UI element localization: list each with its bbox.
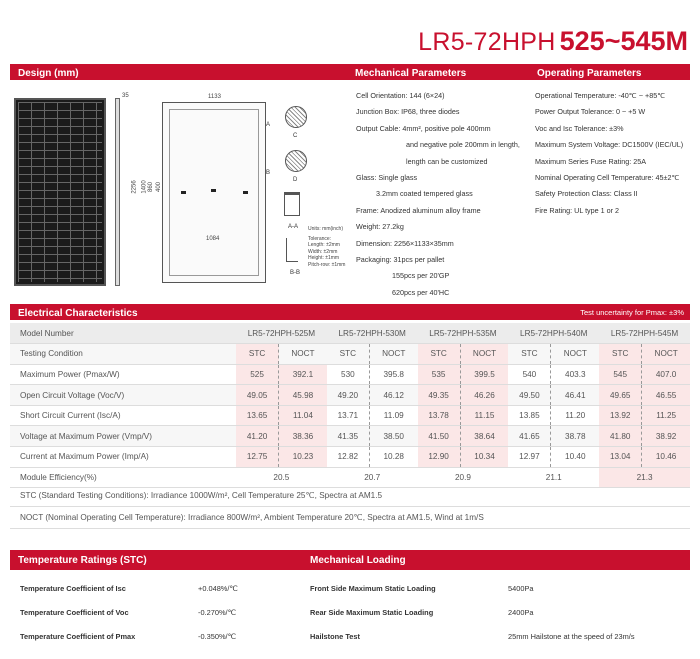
stc-value-cell: 530: [327, 364, 370, 385]
mech-line: and negative pole 200mm in length,: [406, 140, 520, 150]
mech-line: Frame: Anodized aluminum alloy frame: [356, 205, 481, 215]
noct-value-cell: 46.12: [369, 385, 417, 406]
mech-line: Weight: 27.2kg: [356, 222, 404, 232]
noct-value-cell: 46.55: [642, 385, 690, 406]
ratings-header-bar: [10, 550, 690, 570]
dim-thickness: 35: [122, 93, 129, 99]
mech-line: 620pcs per 40'HC: [392, 287, 450, 297]
tolerance-legend: [308, 226, 345, 268]
hailstone-value: 25mm Hailstone at the speed of 23m/s: [508, 632, 635, 641]
design-header: Design (mm): [18, 68, 79, 79]
table-row: [10, 344, 690, 365]
stc-cell: STC: [327, 344, 370, 365]
noct-value-cell: 45.98: [279, 385, 327, 406]
stc-value-cell: 41.50: [418, 426, 461, 447]
op-line: Operational Temperature: -40℃ ~ +85℃: [535, 91, 666, 100]
stc-value-cell: 49.35: [418, 385, 461, 406]
noct-value-cell: 407.0: [642, 364, 690, 385]
detail-c-icon: [285, 106, 307, 128]
label-c: C: [293, 133, 298, 139]
stc-value-cell: 12.75: [236, 447, 279, 468]
tolerance-title: Tolerance:: [308, 235, 332, 242]
stc-value-cell: 49.65: [599, 385, 642, 406]
stc-value-cell: 12.90: [418, 447, 461, 468]
temp-coef-pmax-label: Temperature Coefficient of Pmax: [20, 632, 136, 641]
noct-value-cell: 403.3: [551, 364, 599, 385]
hailstone-label: Hailstone Test: [310, 632, 360, 641]
profile-a-icon: [284, 192, 300, 216]
row-label: Open Circuit Voltage (Voc/V): [10, 385, 236, 406]
op-line: Voc and Isc Tolerance: ±3%: [535, 123, 624, 133]
table-row: [10, 385, 690, 406]
stc-value-cell: 13.78: [418, 405, 461, 426]
noct-cell: NOCT: [642, 344, 690, 365]
dim-1400: 1400: [141, 180, 148, 194]
model-label: Model Number: [10, 323, 236, 344]
table-row: [10, 364, 690, 385]
row-label: Current at Maximum Power (Imp/A): [10, 447, 236, 468]
tolerance-pitch: Pitch-row: ±1mm: [308, 261, 346, 268]
table-row: [10, 405, 690, 426]
noct-value-cell: 392.1: [279, 364, 327, 385]
operating-parameters: [535, 88, 695, 219]
stc-value-cell: 41.20: [236, 426, 279, 447]
table-row: [10, 323, 690, 344]
front-loading-value: 5400Pa: [508, 584, 534, 593]
stc-value-cell: 525: [236, 364, 279, 385]
noct-cell: NOCT: [551, 344, 599, 365]
noct-note: NOCT (Nominal Operating Cell Temperature): Irradiance 800W/m², Ambient Temperature 20℃, Spectra at AM1.5, Wind at 1m/S: [10, 507, 690, 529]
units-text: Units: mm(inch): [308, 226, 344, 232]
front-loading-label: Front Side Maximum Static Loading: [310, 584, 436, 593]
stc-value-cell: 49.05: [236, 385, 279, 406]
dim-400: 400: [156, 181, 163, 193]
noct-value-cell: 395.8: [369, 364, 417, 385]
label-aa: A-A: [288, 224, 299, 230]
temp-coef-isc-label: Temperature Coefficient of Isc: [20, 584, 126, 593]
mech-line: 155pcs per 20'GP: [392, 271, 450, 281]
row-label: Voltage at Maximum Power (Vmp/V): [10, 426, 236, 447]
noct-value-cell: 38.78: [551, 426, 599, 447]
stc-value-cell: 13.92: [599, 405, 642, 426]
mechanical-header: Mechanical Parameters: [355, 68, 467, 79]
noct-value-cell: 399.5: [460, 364, 508, 385]
model-cell: LR5-72HPH-530M: [327, 323, 418, 344]
noct-cell: NOCT: [460, 344, 508, 365]
panel-back-view: [162, 102, 266, 283]
mech-line: Packaging: 31pcs per pallet: [356, 254, 445, 264]
stc-cell: STC: [508, 344, 551, 365]
noct-cell: NOCT: [279, 344, 327, 365]
noct-value-cell: 11.09: [369, 405, 417, 426]
table-row: [10, 447, 690, 468]
model-name: LR5-72HPH: [418, 28, 556, 56]
noct-value-cell: 11.25: [642, 405, 690, 426]
stc-value-cell: 13.65: [236, 405, 279, 426]
noct-value-cell: 10.28: [369, 447, 417, 468]
efficiency-cell: 20.7: [327, 467, 418, 488]
efficiency-cell: 21.3: [599, 467, 690, 488]
noct-value-cell: 11.20: [551, 405, 599, 426]
stc-value-cell: 49.20: [327, 385, 370, 406]
dim-860: 860: [148, 181, 155, 193]
stc-cell: STC: [418, 344, 461, 365]
temp-coef-pmax-value: -0.350%/℃: [198, 632, 236, 641]
noct-value-cell: 46.26: [460, 385, 508, 406]
table-row: [10, 426, 690, 447]
stc-value-cell: 12.82: [327, 447, 370, 468]
model-cell: LR5-72HPH-540M: [508, 323, 599, 344]
mech-line: Dimension: 2256×1133×35mm: [356, 238, 454, 248]
noct-value-cell: 38.64: [460, 426, 508, 447]
tolerance-height: Height: ±1mm: [308, 255, 340, 261]
mechanical-parameters: [356, 88, 528, 301]
row-label: Short Circuit Current (Isc/A): [10, 405, 236, 426]
op-line: Nominal Operating Cell Temperature: 45±2℃: [535, 172, 680, 182]
op-line: Maximum Series Fuse Rating: 25A: [535, 156, 647, 166]
product-title: [418, 26, 688, 57]
electrical-header: Electrical Characteristics: [18, 308, 138, 319]
op-line: Maximum System Voltage: DC1500V (IEC/UL): [535, 140, 684, 150]
stc-value-cell: 41.65: [508, 426, 551, 447]
temp-coef-voc-value: -0.270%/℃: [198, 608, 236, 617]
stc-value-cell: 535: [418, 364, 461, 385]
rear-loading-label: Rear Side Maximum Static Loading: [310, 608, 434, 617]
stc-value-cell: 12.97: [508, 447, 551, 468]
stc-cell: STC: [236, 344, 279, 365]
stc-value-cell: 41.80: [599, 426, 642, 447]
op-line: Fire Rating: UL type 1 or 2: [535, 205, 620, 215]
panel-side-view: [115, 98, 120, 286]
efficiency-cell: 20.5: [236, 467, 327, 488]
panel-front-view: [14, 98, 106, 286]
tolerance-length: Length: ±2mm: [308, 242, 340, 248]
label-bb: B-B: [290, 270, 301, 276]
mech-line: Glass: Single glass: [356, 172, 418, 182]
model-cell: LR5-72HPH-545M: [599, 323, 690, 344]
stc-note: STC (Standard Testing Conditions): Irradiance 1000W/m², Cell Temperature 25℃, Spectra at AM1.5: [10, 485, 690, 507]
stc-value-cell: 49.50: [508, 385, 551, 406]
condition-label: Testing Condition: [10, 344, 236, 365]
stc-value-cell: 13.85: [508, 405, 551, 426]
stc-value-cell: 13.71: [327, 405, 370, 426]
power-range: 525~545M: [559, 26, 688, 56]
stc-value-cell: 545: [599, 364, 642, 385]
row-label: Maximum Power (Pmax/W): [10, 364, 236, 385]
noct-value-cell: 38.92: [642, 426, 690, 447]
noct-value-cell: 38.36: [279, 426, 327, 447]
noct-value-cell: 46.41: [551, 385, 599, 406]
tolerance-width: Width: ±2mm: [308, 248, 338, 255]
label-a: A: [266, 122, 271, 128]
op-line: Power Output Tolerance: 0 ~ +5 W: [535, 107, 646, 117]
dim-length: 2256: [131, 180, 138, 194]
mech-line: Output Cable: 4mm², positive pole 400mm: [356, 123, 491, 133]
noct-value-cell: 38.50: [369, 426, 417, 447]
stc-cell: STC: [599, 344, 642, 365]
noct-value-cell: 11.15: [460, 405, 508, 426]
mech-line: 3.2mm coated tempered glass: [376, 189, 473, 199]
stc-value-cell: 13.04: [599, 447, 642, 468]
mech-line: Junction Box: IP68, three diodes: [356, 107, 460, 117]
detail-d-icon: [285, 150, 307, 172]
dim-width: 1133: [208, 94, 221, 100]
mech-line: Cell Orientation: 144 (6×24): [356, 91, 445, 100]
efficiency-cell: 21.1: [508, 467, 599, 488]
rear-loading-value: 2400Pa: [508, 608, 534, 617]
label-b: B: [266, 170, 271, 176]
noct-value-cell: 10.34: [460, 447, 508, 468]
uncertainty-note: Test uncertainty for Pmax: ±3%: [580, 308, 684, 317]
mech-line: length can be customized: [406, 156, 488, 166]
electrical-table: [10, 323, 690, 488]
noct-cell: NOCT: [369, 344, 417, 365]
dim-inner-width: 1084: [206, 236, 220, 242]
profile-b-icon: [286, 238, 298, 262]
loading-header: Mechanical Loading: [310, 555, 406, 566]
temp-coef-isc-value: +0.048%/℃: [198, 584, 238, 593]
electrical-header-bar: [10, 304, 690, 320]
temperature-header: Temperature Ratings (STC): [18, 555, 147, 566]
noct-value-cell: 10.23: [279, 447, 327, 468]
model-cell: LR5-72HPH-525M: [236, 323, 327, 344]
model-cell: LR5-72HPH-535M: [418, 323, 509, 344]
temp-coef-voc-label: Temperature Coefficient of Voc: [20, 608, 129, 617]
op-line: Safety Protection Class: Class II: [535, 189, 638, 199]
noct-value-cell: 10.40: [551, 447, 599, 468]
efficiency-cell: 20.9: [418, 467, 509, 488]
stc-value-cell: 540: [508, 364, 551, 385]
noct-value-cell: 11.04: [279, 405, 327, 426]
operating-header: Operating Parameters: [537, 68, 642, 79]
efficiency-label: Module Efficiency(%): [10, 467, 236, 488]
section-header-bar: [10, 64, 690, 80]
stc-value-cell: 41.35: [327, 426, 370, 447]
label-d: D: [293, 177, 298, 183]
noct-value-cell: 10.46: [642, 447, 690, 468]
